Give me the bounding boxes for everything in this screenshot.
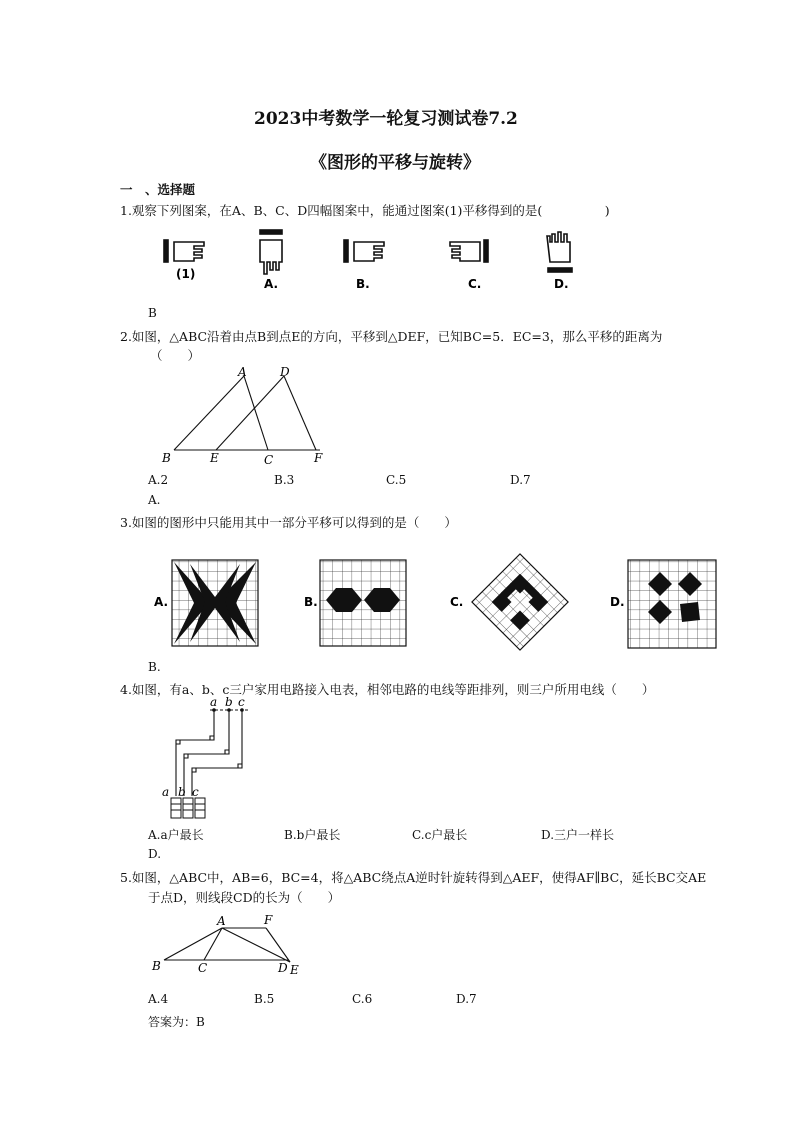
point-d: D — [280, 365, 290, 379]
question-5-option-a: A.4 — [148, 992, 169, 1006]
question-5-text: 5.如图，△ABC中，AB=6，BC=4，将△ABC绕点A逆时针旋转得到△AEF，使得AF∥BC，延长BC交AE — [120, 870, 707, 885]
question-4-answer: D. — [148, 847, 162, 861]
fig-d-label: D. — [554, 277, 569, 291]
fig-b-label: B. — [356, 277, 370, 291]
question-3-text: 3.如图的图形中只能用其中一部分平移可以得到的是（ ） — [120, 515, 457, 530]
fig1-label: (1) — [176, 267, 196, 281]
fig3-d-label: D. — [610, 595, 625, 609]
grid-figure-b — [320, 560, 406, 646]
point-f: F — [314, 451, 323, 465]
fig-c-label: C. — [468, 277, 482, 291]
question-4-option-a: A.a户最长 — [148, 828, 204, 842]
grid-figure-c — [472, 554, 568, 650]
q5-point-c: C — [198, 961, 208, 975]
question-2-text-cont: （ ） — [150, 348, 201, 363]
wire-label-a-top: a — [210, 695, 218, 709]
q5-point-a: A — [217, 914, 226, 928]
q5-point-b: B — [152, 959, 161, 973]
page-subtitle: 《图形的平移与旋转》 — [310, 153, 480, 173]
grid-figure-a — [172, 560, 258, 646]
hand-figure-1 — [164, 240, 204, 262]
wire-label-c-top: c — [238, 695, 245, 709]
question-5-answer: 答案为：B — [148, 1015, 205, 1029]
question-4-option-d: D.三户一样长 — [541, 828, 615, 842]
grid-figure-d — [628, 560, 716, 648]
question-4-option-b: B.b户最长 — [284, 828, 341, 842]
wire-label-b-top: b — [225, 695, 233, 709]
question-2-figure — [160, 366, 340, 466]
question-2-option-b: B.3 — [274, 473, 295, 487]
wire-label-b-bottom: b — [178, 785, 186, 799]
fig-a-label: A. — [264, 277, 279, 291]
question-1-figure — [150, 228, 590, 298]
question-4-figure — [158, 696, 258, 821]
fig3-b-label: B. — [304, 595, 318, 609]
q5-point-e: E — [290, 963, 299, 977]
question-5-option-d: D.7 — [456, 992, 477, 1006]
question-1-text: 1.观察下列图案，在A、B、C、D四幅图案中，能通过图案(1)平移得到的是( ) — [120, 203, 610, 218]
question-2-option-c: C.5 — [386, 473, 407, 487]
point-b: B — [162, 451, 171, 465]
question-5-option-b: B.5 — [254, 992, 275, 1006]
question-3-figure — [150, 552, 730, 652]
question-1-answer: B — [148, 306, 157, 320]
question-3-answer: B. — [148, 660, 161, 674]
q5-point-f: F — [264, 913, 273, 927]
question-4-text: 4.如图，有a、b、c三户家用电路接入电表，相邻电路的电线等距排列，则三户所用电线（ ） — [120, 682, 655, 697]
question-4-option-c: C.c户最长 — [412, 828, 468, 842]
section-heading: 一 、选择题 — [120, 182, 196, 197]
question-2-option-d: D.7 — [510, 473, 531, 487]
page-title: 2023中考数学一轮复习测试卷7.2 — [254, 109, 518, 129]
hand-figure-b — [344, 240, 384, 262]
point-a: A — [238, 365, 247, 379]
hand-figure-c — [450, 240, 488, 262]
question-2-text: 2.如图，△ABC沿着由点B到点E的方向，平移到△DEF，已知BC=5．EC=3，那么平移的距离为 — [120, 329, 663, 344]
point-e: E — [210, 451, 219, 465]
question-2-option-a: A.2 — [148, 473, 169, 487]
question-2-answer: A. — [148, 493, 161, 507]
point-c: C — [264, 453, 274, 467]
wire-label-c-bottom: c — [192, 785, 199, 799]
q5-point-d: D — [278, 961, 288, 975]
hand-figure-a — [260, 230, 282, 274]
fig3-c-label: C. — [450, 595, 464, 609]
question-5-figure — [150, 912, 310, 982]
fig3-a-label: A. — [154, 595, 169, 609]
question-5-option-c: C.6 — [352, 992, 373, 1006]
wire-label-a-bottom: a — [162, 785, 170, 799]
hand-figure-d — [547, 232, 572, 272]
question-5-text-cont: 于点D，则线段CD的长为（ ） — [148, 890, 341, 905]
